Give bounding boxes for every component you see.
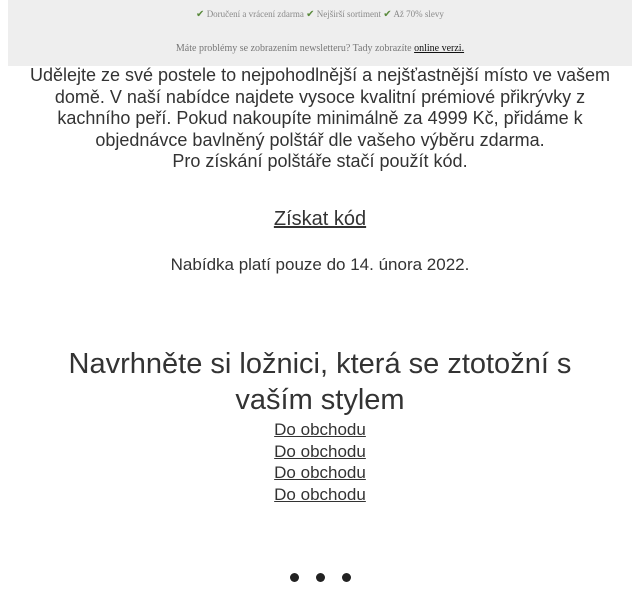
usp-free-delivery: Doručení a vrácení zdarma [206,9,304,19]
check-icon: ✔ [383,9,392,20]
get-code-cta [0,207,640,231]
intro-line: objednávce bavlněný polštář dle vašeho výběru zdarma. [95,129,545,150]
intro-line: kachního peří. Pokud nakoupíte minimálně za 4999 Kč, přidáme k [57,108,583,128]
view-online-link[interactable]: online verzi. [414,43,465,54]
carousel-dots [0,573,640,582]
carousel-dot[interactable] [342,573,351,582]
intro-line: domě. V naší nabídce najdete vysoce kvalitní prémiové přikrývky z [54,86,586,107]
carousel-dot[interactable] [316,573,325,582]
usp-widest-range: Nejširší sortiment [316,9,382,19]
shop-links [0,419,640,505]
check-icon: ✔ [306,9,315,20]
intro-paragraph [0,65,640,173]
newsletter-header [8,0,632,66]
shop-link[interactable]: Do obchodu [274,441,366,461]
section-title: Navrhněte si ložnici, která se ztotožní s vaším stylem [68,348,572,416]
shop-link[interactable]: Do obchodu [274,463,366,482]
shop-link[interactable]: Do obchodu [274,484,366,504]
view-online-text: Máte problémy se zobrazením newsletteru? Tady zobrazíte [175,43,412,54]
intro-line: Pro získání polštáře stačí použít kód. [172,151,468,171]
carousel-dot[interactable] [290,573,299,582]
view-online-notice [8,43,632,54]
offer-validity: Nabídka platí pouze do 14. února 2022. [170,255,470,274]
check-icon: ✔ [196,9,205,20]
usp-discount: Až 70% slevy [393,9,444,19]
get-code-link[interactable]: Získat kód [273,208,367,230]
intro-line: Udělejte ze své postele to nejpohodlnější a nejšťastnější místo ve vašem [29,65,611,85]
shop-link[interactable]: Do obchodu [274,420,366,439]
usp-row [8,9,632,20]
